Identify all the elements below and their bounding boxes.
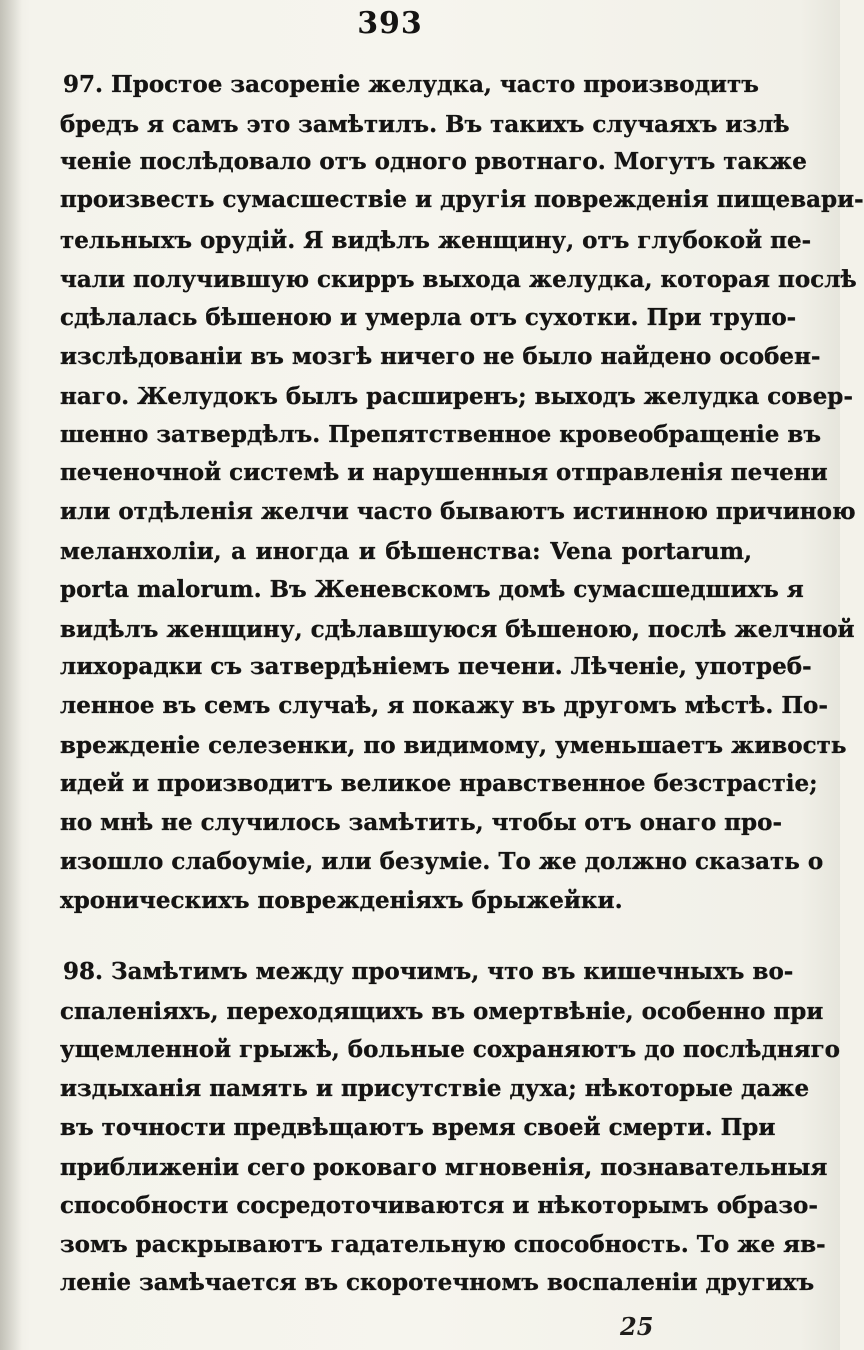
text-line: издыханія память и присутствіе духа; нѣкоторые даже [60,1075,810,1102]
text-line: лихорадки съ затвердѣніемъ печени. Лѣченіе, употреб- [60,653,812,680]
text-line: зомъ раскрываютъ гадательную способность. То же яв- [60,1231,826,1258]
text-line: 97. Простое засореніе желудка, часто производитъ [63,71,759,98]
text-line: меланхоліи, а иногда и бѣшенства: Vena portarum, [60,538,752,565]
text-line: ленное въ семъ случаѣ, я покажу въ другомъ мѣстѣ. По- [60,692,828,719]
text-line: чали получившую скирръ выхода желудка, которая послѣ [60,266,857,293]
page-edge-shadow [0,0,22,1350]
text-line: ченіе послѣдовало отъ одного рвотнаго. Могутъ также [60,148,807,175]
text-line: 98. Замѣтимъ между прочимъ, что въ кишечныхъ во- [63,958,794,985]
text-line: сдѣлалась бѣшеною и умерла отъ сухотки. При трупо- [60,304,797,331]
text-line: наго. Желудокъ былъ расширенъ; выходъ желудка совер- [60,383,853,410]
text-line: но мнѣ не случилось замѣтить, чтобы отъ онаго про- [60,809,782,836]
text-line: ущемленной грыжѣ, больные сохраняютъ до послѣдняго [60,1036,841,1063]
text-line: врежденіе селезенки, по видимому, уменьшаетъ живость [60,732,847,759]
text-line: шенно затвердѣлъ. Препятственное кровеобращеніе въ [60,421,821,448]
text-line: приближеніи сего роковаго мгновенія, познавательныя [60,1154,828,1181]
text-line: или отдѣленія желчи часто бываютъ истинною причиною [60,498,856,525]
text-line: спаленіяхъ, переходящихъ въ омертвѣніе, особенно при [60,998,824,1025]
text-line: изошло слабоуміе, или безуміе. То же должно сказать о [60,848,824,875]
text-line: способности сосредоточиваются и нѣкоторымъ образо- [60,1192,818,1219]
text-line: бредъ я самъ это замѣтилъ. Въ такихъ случаяхъ излѣ [60,111,790,138]
signature-mark: 25 [620,1312,654,1341]
text-line: леніе замѣчается въ скоротечномъ воспаленіи другихъ [60,1269,815,1296]
text-line: porta malorum. Въ Женевскомъ домѣ сумасшедшихъ я [60,576,804,603]
text-line: видѣлъ женщину, сдѣлавшуюся бѣшеною, послѣ желчной [60,616,855,643]
text-line: произвесть сумасшествіе и другія поврежденія пищевари- [60,186,864,213]
text-line: въ точности предвѣщаютъ время своей смерти. При [60,1114,776,1141]
page-number: 393 [357,6,423,41]
text-line: хроническихъ поврежденіяхъ брыжейки. [60,887,623,914]
text-line: изслѣдованіи въ мозгѣ ничего не было найдено особен- [60,343,821,370]
text-line: печеночной системѣ и нарушенныя отправленія печени [60,459,828,486]
text-line: идей и производитъ великое нравственное безстрастіе; [60,770,818,797]
text-line: тельныхъ орудій. Я видѣлъ женщину, отъ глубокой пе- [60,227,812,254]
